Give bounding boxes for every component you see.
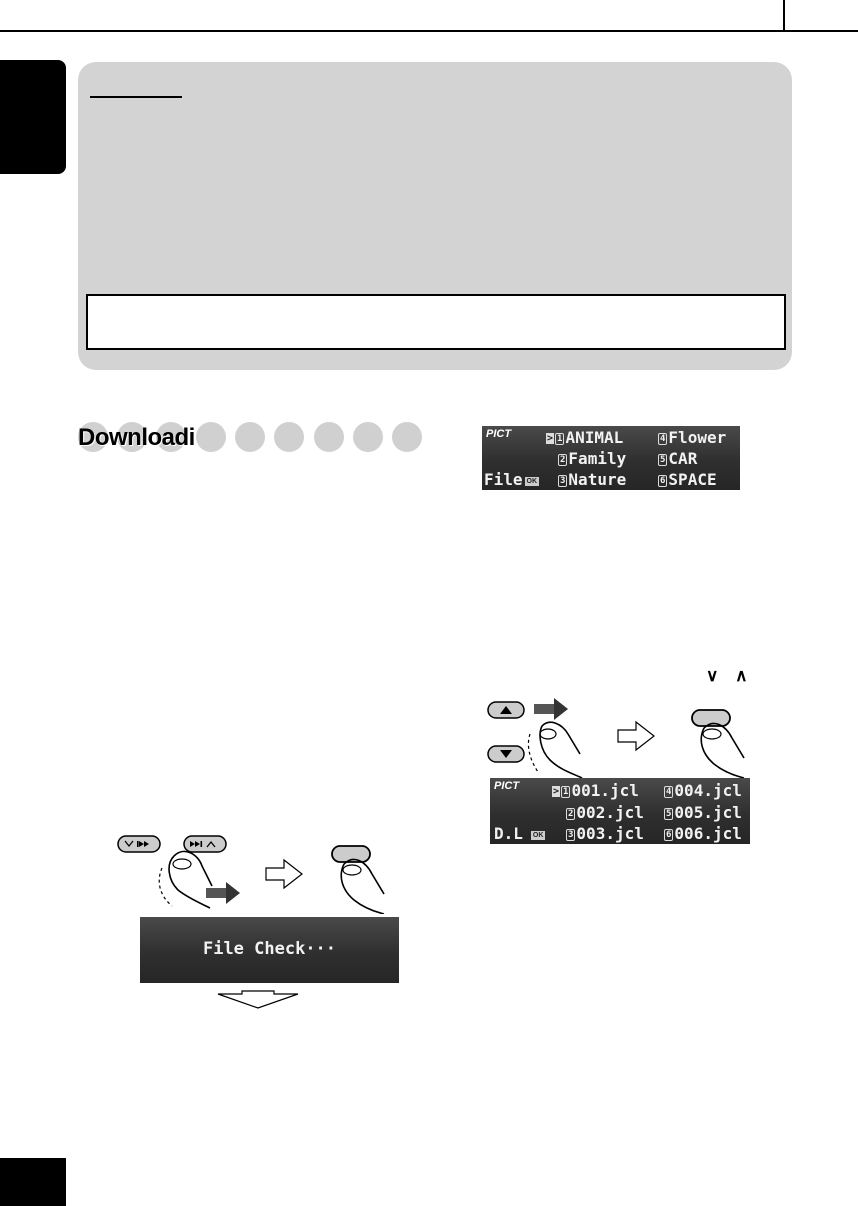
item-number: 3 <box>568 830 574 840</box>
file-name: 001.jcl <box>571 781 639 800</box>
mode-label <box>484 470 539 489</box>
title-dot <box>392 422 422 452</box>
up-down-chevrons: ∨ ∧ <box>706 666 754 685</box>
folder-name: CAR <box>668 449 698 468</box>
pressing-hand-icon <box>341 859 384 914</box>
next-skip-up-button-icon <box>184 836 226 852</box>
file-name: 004.jcl <box>674 781 742 800</box>
skip-illustration <box>110 830 410 914</box>
file-name: 002.jcl <box>576 803 644 822</box>
file-name: 006.jcl <box>674 824 742 843</box>
item-number: 5 <box>666 809 672 819</box>
mode-text: File <box>484 470 523 489</box>
title-dot <box>196 422 226 452</box>
cursor-icon: > <box>553 786 560 797</box>
title-dot <box>353 422 383 452</box>
language-tab <box>0 60 66 174</box>
item-number: 2 <box>560 455 566 465</box>
outline-down-arrow-icon <box>216 990 300 1010</box>
top-rule <box>0 30 858 32</box>
folder-name: SPACE <box>668 470 717 489</box>
select-illustration <box>484 694 764 778</box>
file-item-5 <box>664 803 742 822</box>
page-number-tab <box>0 1158 66 1206</box>
file-item-4 <box>664 781 742 800</box>
pressing-hand-icon <box>528 722 582 778</box>
item-number: 3 <box>560 476 566 486</box>
title-dot <box>235 422 265 452</box>
item-number: 5 <box>660 455 666 465</box>
file-name: 005.jcl <box>674 803 742 822</box>
pict-folder-display <box>482 426 740 490</box>
crop-mark <box>783 0 785 32</box>
pressing-hand-icon <box>701 723 744 778</box>
outline-right-arrow-icon <box>266 860 302 888</box>
down-button-icon <box>488 746 524 762</box>
file-check-display <box>140 917 399 983</box>
up-button-icon <box>488 702 524 718</box>
folder-name: Flower <box>668 428 727 447</box>
caution-heading-underline <box>90 96 182 98</box>
pict-file-display <box>490 778 750 844</box>
pict-tag: PICT <box>486 428 512 440</box>
file-check-text: File Check··· <box>202 939 337 959</box>
item-number: 1 <box>563 787 569 797</box>
folder-item-3 <box>558 470 626 489</box>
item-number: 2 <box>568 809 574 819</box>
caution-note-box <box>86 294 786 350</box>
item-number: 6 <box>666 830 672 840</box>
folder-item-5 <box>658 449 697 468</box>
title-dot <box>274 422 304 452</box>
right-arrow-icon <box>534 698 568 720</box>
pressing-hand-icon <box>159 851 212 908</box>
folder-name: ANIMAL <box>565 428 624 447</box>
section-title-text: Downloadi <box>78 424 195 451</box>
folder-item-2 <box>558 449 626 468</box>
file-item-1 <box>552 781 639 800</box>
folder-item-6 <box>658 470 717 489</box>
ok-badge: OK <box>526 478 538 485</box>
ok-badge: OK <box>532 832 544 839</box>
folder-item-4 <box>658 428 726 447</box>
file-name: 003.jcl <box>576 824 644 843</box>
item-number: 1 <box>557 434 563 444</box>
item-number: 6 <box>660 476 666 486</box>
title-dot <box>314 422 344 452</box>
folder-name: Family <box>568 449 627 468</box>
pict-tag: PICT <box>494 780 520 792</box>
item-number: 4 <box>666 787 672 797</box>
folder-item-1 <box>546 428 623 447</box>
file-item-2 <box>566 803 644 822</box>
folder-name: Nature <box>568 470 627 489</box>
mode-label <box>494 824 545 843</box>
cursor-icon: > <box>547 433 554 444</box>
file-item-3 <box>566 824 644 843</box>
prev-skip-up-button-icon <box>118 836 160 852</box>
file-item-6 <box>664 824 742 843</box>
item-number: 4 <box>660 434 666 444</box>
mode-text: D.L <box>494 824 523 843</box>
outline-right-arrow-icon <box>618 722 654 750</box>
